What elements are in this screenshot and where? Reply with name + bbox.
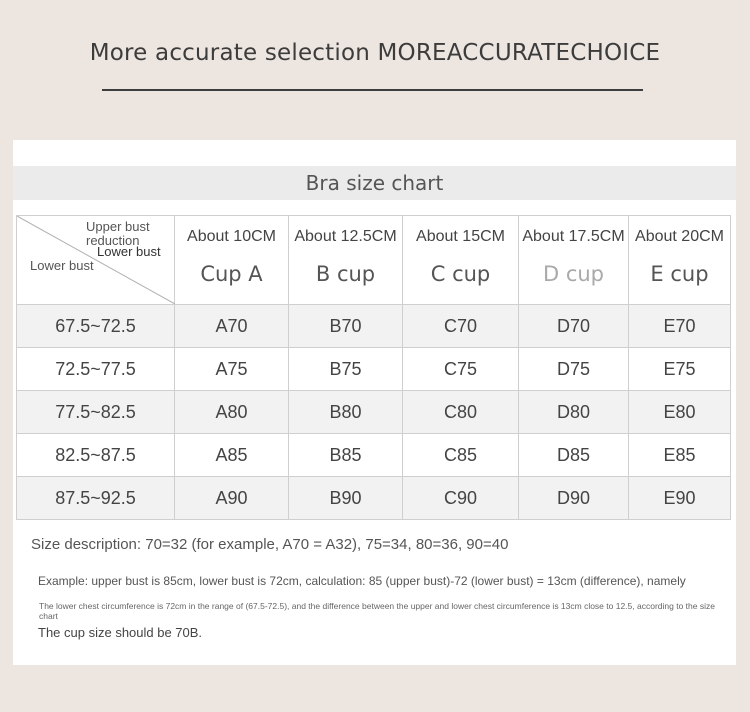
size-cell: E70	[629, 305, 731, 348]
size-chart-card	[13, 140, 736, 665]
size-cell: C85	[403, 434, 519, 477]
lower-bust-range: 72.5~77.5	[17, 348, 175, 391]
cup-label: C cup	[430, 262, 491, 286]
cup-label: Cup A	[200, 262, 263, 286]
upper-bust-label: Upper bust	[86, 219, 150, 234]
table-row	[17, 434, 731, 477]
about-label: About 17.5CM	[522, 228, 625, 245]
size-cell: B80	[289, 391, 403, 434]
chart-title: Bra size chart	[305, 171, 444, 195]
size-cell: D70	[519, 305, 629, 348]
size-cell: D85	[519, 434, 629, 477]
size-cell: C90	[403, 477, 519, 520]
table-row	[17, 391, 731, 434]
size-cell: A70	[175, 305, 289, 348]
size-cell: E75	[629, 348, 731, 391]
size-cell: B85	[289, 434, 403, 477]
table-row	[17, 477, 731, 520]
corner-lower-right-label: Lower bust	[97, 244, 161, 259]
size-cell: A75	[175, 348, 289, 391]
size-cell: E90	[629, 477, 731, 520]
calculation-detail: The lower chest circumference is 72cm in the range of (67.5-72.5), and the difference between the upper and lower chest circumference is 13cm close to 12.5, according to the size chart	[39, 601, 715, 621]
reduction-label: reduction	[86, 233, 140, 248]
corner-header-cell	[17, 216, 175, 305]
about-label: About 15CM	[416, 228, 505, 245]
size-cell: C80	[403, 391, 519, 434]
column-header-a	[175, 216, 289, 305]
table-row	[17, 348, 731, 391]
about-label: About 12.5CM	[294, 228, 397, 245]
lower-bust-range: 77.5~82.5	[17, 391, 175, 434]
size-cell: D90	[519, 477, 629, 520]
size-cell: D80	[519, 391, 629, 434]
column-header-d	[519, 216, 629, 305]
size-description: Size description: 70=32 (for example, A70 = A32), 75=34, 80=36, 90=40	[31, 536, 509, 553]
lower-bust-range: 82.5~87.5	[17, 434, 175, 477]
column-header-b	[289, 216, 403, 305]
about-label: About 20CM	[635, 228, 724, 245]
table-row	[17, 305, 731, 348]
size-cell: B90	[289, 477, 403, 520]
size-cell: D75	[519, 348, 629, 391]
cup-result: The cup size should be 70B.	[38, 625, 203, 640]
about-label: About 10CM	[187, 228, 276, 245]
corner-lower-left-label: Lower bust	[30, 258, 94, 273]
title-divider	[102, 89, 643, 91]
calculation-example: Example: upper bust is 85cm, lower bust is 72cm, calculation: 85 (upper bust)-72 (lower bust) = 13cm (difference), namely	[38, 574, 686, 588]
size-cell: E85	[629, 434, 731, 477]
size-cell: E80	[629, 391, 731, 434]
table-header-row	[17, 216, 731, 305]
size-cell: A80	[175, 391, 289, 434]
size-cell: A85	[175, 434, 289, 477]
lower-bust-range: 67.5~72.5	[17, 305, 175, 348]
page-title: More accurate selection MOREACCURATECHOICE	[89, 40, 661, 66]
size-cell: C75	[403, 348, 519, 391]
size-cell: A90	[175, 477, 289, 520]
size-cell: B70	[289, 305, 403, 348]
size-cell: B75	[289, 348, 403, 391]
cup-label: E cup	[650, 262, 709, 286]
column-header-e	[629, 216, 731, 305]
column-header-c	[403, 216, 519, 305]
bra-size-table	[16, 215, 731, 520]
lower-bust-range: 87.5~92.5	[17, 477, 175, 520]
cup-label: D cup	[542, 262, 605, 286]
size-cell: C70	[403, 305, 519, 348]
cup-label: B cup	[315, 262, 376, 286]
